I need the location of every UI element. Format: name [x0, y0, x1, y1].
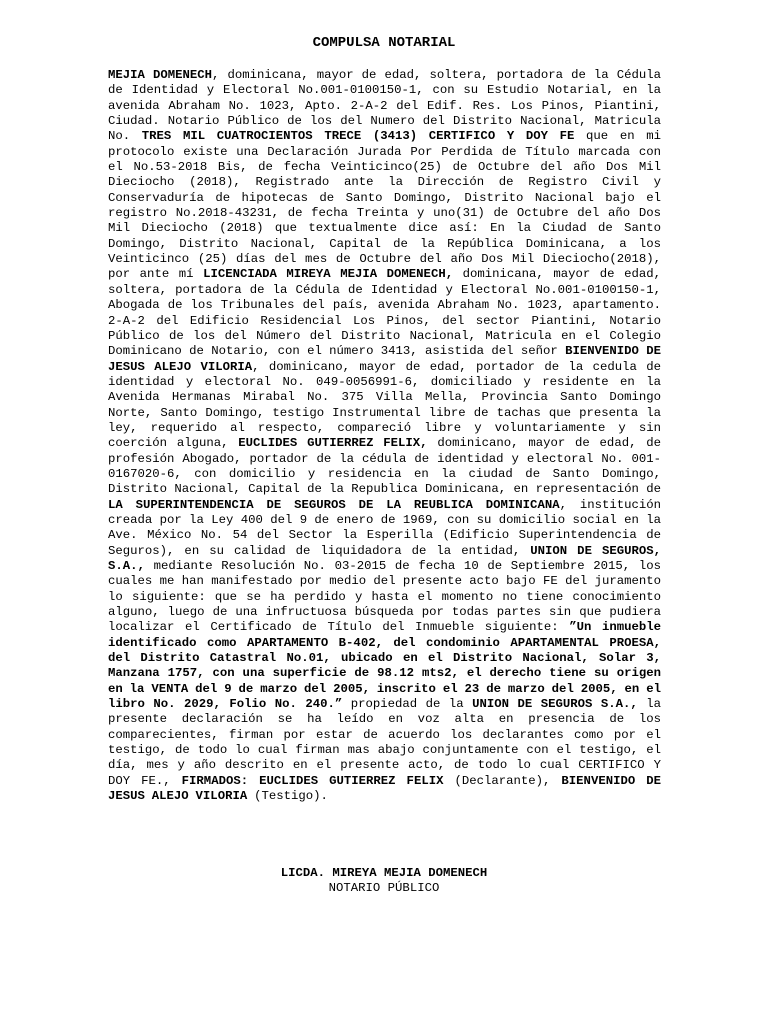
property-description: ”Un inmueble identificado como APARTAMENTO B-402, del condominio APARTAMENTAL PROESA, del Distrito Catastral No.01, ubicado en el Distrito Nacional, Solar 3, Manzana 1757, con una superficie de 98.12 mts2, el derecho tiene su origen en la VENTA del 9 de marzo del 2005, inscrito el 23 de marzo del 2005, en el libro No. 2029, Folio No. 240.” [108, 620, 661, 712]
notary-full-name: LICENCIADA MIREYA MEJIA DOMENECH, [203, 267, 454, 282]
institution-name: LA SUPERINTENDENCIA DE SEGUROS DE LA REUBLICA DOMINICANA [108, 497, 560, 512]
signature-name: LICDA. MIREYA MEJIA DOMENECH [280, 866, 488, 880]
document-body [108, 68, 661, 805]
body-text-segment: la presente declaración se ha leído en voz alta en presencia de los comparecientes, firman por estar de acuerdo los declarantes como por el testigo, de todo lo cual firman mas abajo conjuntamente con el testigo, el día, mes y año descrito en el presente acto, de todo lo cual CERTIFICO Y DOY FE., [108, 697, 662, 788]
body-text-segment: mediante Resolución No. 03-2015 de fecha 10 de Septiembre 2015, los cuales me han manifestado por medio del presente acto bajo FE del juramento lo siguiente: que se ha perdido y hasta el momento no tiene conocimiento alguno, luego de una infructuosa búsqueda por todas partes sin que pudiera localizar el Certificado de Título del Inmueble siguiente: [108, 559, 661, 635]
witness-name: BIENVENIDO DE JESUS ALEJO VILORIA [108, 344, 661, 374]
body-text-segment: dominicano, mayor de edad, de profesión Abogado, portador de la cédula de identidad y electoral No. 001-0167020-6, con domicilio y residencia en la ciudad de Santo Domingo, Distrito Nacional, Capital de la Republica Dominicana, en representación de [108, 436, 661, 497]
signatories-witness: BIENVENIDO DE JESUS ALEJO VILORIA [108, 773, 661, 804]
notary-surname: MEJIA DOMENECH [108, 68, 213, 82]
body-text-segment: , institución creada por la Ley 400 del 9 de enero de 1969, con su domicilio social en la Ave. México No. 54 del Sector la Esperilla (Edificio Superintendencia de Seguros), en su calidad de liquidadora de la entidad, [108, 497, 662, 558]
signature-role: NOTARIO PÚBLICO [328, 881, 440, 895]
body-text-segment: , dominicano, mayor de edad, portador de la cedula de identidad y electoral No. 049-0056991-6, domiciliado y residente en la Avenida Hermanas Mirabal No. 375 Villa Mella, Provincia Santo Domingo Norte, Santo Domingo, testigo Instrumental libre de tachas que presenta la ley, requerido al respecto, compareció libre y voluntariamente y sin coerción alguna, [108, 359, 661, 451]
body-text-segment: (Testigo). [247, 789, 328, 804]
document-title: COMPULSA NOTARIAL [312, 35, 456, 51]
body-text-segment: (Declarante), [443, 773, 562, 788]
body-text-segment: , dominicana, mayor de edad, soltera, portadora de la Cédula de Identidad y Electoral No.001-0100150-1, con su Estudio Notarial, en la avenida Abraham No. 1023, Apto. 2-A-2 del Edif. Res. Los Pinos, Piantini, Ciudad. Notario Público de los del Numero del Distrito Nacional, Matricula No. [108, 68, 662, 144]
registration-number-certification: TRES MIL CUATROCIENTOS TRECE (3413) CERTIFICO Y DOY FE [141, 129, 575, 144]
body-text-segment: propiedad de la [342, 697, 473, 712]
company-name: UNION DE SEGUROS S.A., [472, 697, 638, 712]
body-text-segment: dominicana, mayor de edad, soltera, portadora de la Cédula de Identidad y Electoral No.001-0100150-1, Abogada de los Tribunales del país, avenida Abraham No. 1023, apartamento. 2-A-2 del Edificio Residencial Los Pinos, del sector Piantini, Notario Público de los del Número del Distrito Nacional, Matricula en el Colegio Dominicano de Notario, con el número 3413, asistida del señor [108, 267, 661, 359]
declarant-name: EUCLIDES GUTIERREZ FELIX, [238, 436, 428, 451]
company-name: UNION DE SEGUROS, S.A., [108, 543, 661, 573]
body-text-segment: que en mi protocolo existe una Declaración Jurada Por Perdida de Título marcada con el No.53-2018 Bis, de fecha Veinticinco(25) de Octubre del año Dos Mil Dieciocho (2018), Registrado ante la Dirección de Registro Civil y Conservaduría de hipotecas de Santo Domingo, Distrito Nacional bajo el registro No.2018-43231, de fecha Treinta y uno(31) de Octubre del año Dos Mil Dieciocho (2018) que textualmente dice así: En la Ciudad de Santo Domingo, Distrito Nacional, Capital de la República Dominicana, a los Veinticinco (25) días del mes de Octubre del año Dos Mil Dieciocho(2018), por ante mí [108, 129, 661, 282]
signatories-declarant: FIRMADOS: EUCLIDES GUTIERREZ FELIX [181, 773, 444, 788]
